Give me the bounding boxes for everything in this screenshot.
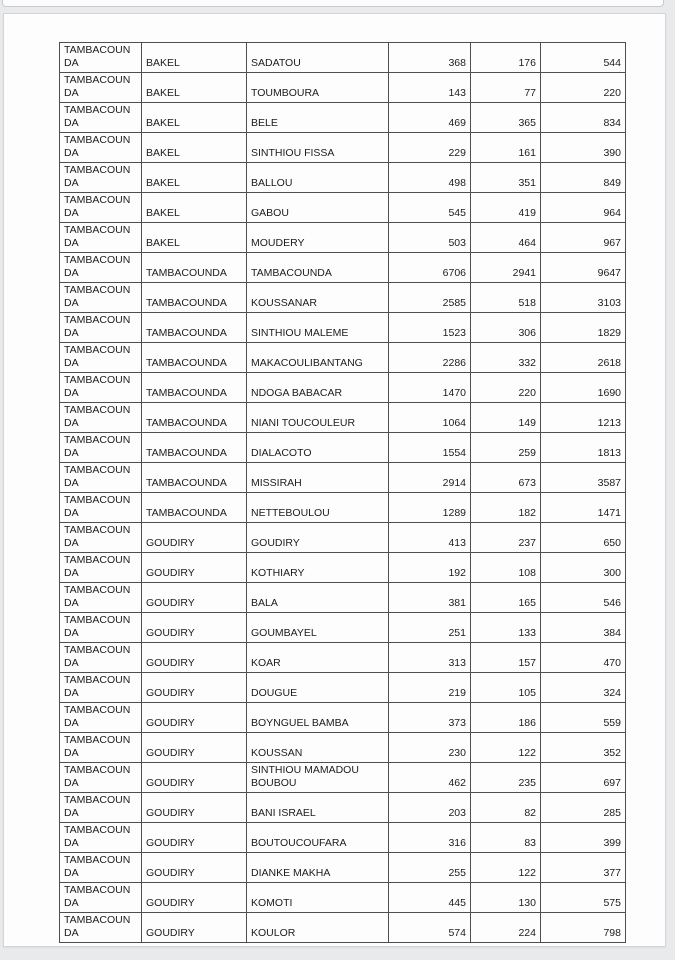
cell-department: GOUDIRY bbox=[142, 523, 247, 553]
cell-value2: 83 bbox=[471, 823, 541, 853]
table-row bbox=[60, 523, 626, 553]
cell-value1: 229 bbox=[389, 133, 471, 163]
cell-value2: 419 bbox=[471, 193, 541, 223]
cell-value1: 203 bbox=[389, 793, 471, 823]
table-row bbox=[60, 163, 626, 193]
cell-value3: 964 bbox=[541, 193, 626, 223]
cell-value3: 834 bbox=[541, 103, 626, 133]
cell-value3: 1813 bbox=[541, 433, 626, 463]
cell-department: TAMBACOUNDA bbox=[142, 433, 247, 463]
cell-region: TAMBACOUNDA bbox=[60, 373, 142, 403]
cell-region: TAMBACOUNDA bbox=[60, 463, 142, 493]
cell-value3: 544 bbox=[541, 43, 626, 73]
cell-department: GOUDIRY bbox=[142, 613, 247, 643]
cell-value1: 230 bbox=[389, 733, 471, 763]
table-row bbox=[60, 613, 626, 643]
cell-value1: 445 bbox=[389, 883, 471, 913]
cell-department: BAKEL bbox=[142, 223, 247, 253]
table-row bbox=[60, 313, 626, 343]
cell-region: TAMBACOUNDA bbox=[60, 643, 142, 673]
cell-commune: KOUSSAN bbox=[247, 733, 389, 763]
cell-value3: 3587 bbox=[541, 463, 626, 493]
cell-department: GOUDIRY bbox=[142, 793, 247, 823]
table-row bbox=[60, 673, 626, 703]
table-row bbox=[60, 643, 626, 673]
cell-value3: 2618 bbox=[541, 343, 626, 373]
cell-department: BAKEL bbox=[142, 193, 247, 223]
cell-value3: 220 bbox=[541, 73, 626, 103]
cell-value1: 413 bbox=[389, 523, 471, 553]
table-row bbox=[60, 493, 626, 523]
cell-department: BAKEL bbox=[142, 163, 247, 193]
cell-department: GOUDIRY bbox=[142, 673, 247, 703]
cell-commune: NDOGA BABACAR bbox=[247, 373, 389, 403]
table-row bbox=[60, 793, 626, 823]
cell-region: TAMBACOUNDA bbox=[60, 403, 142, 433]
cell-value2: 122 bbox=[471, 853, 541, 883]
cell-region: TAMBACOUNDA bbox=[60, 493, 142, 523]
cell-region: TAMBACOUNDA bbox=[60, 523, 142, 553]
cell-commune: DIANKE MAKHA bbox=[247, 853, 389, 883]
cell-commune: SINTHIOU FISSA bbox=[247, 133, 389, 163]
cell-value3: 1690 bbox=[541, 373, 626, 403]
cell-commune: BELE bbox=[247, 103, 389, 133]
cell-department: GOUDIRY bbox=[142, 703, 247, 733]
region-data-table bbox=[59, 42, 626, 943]
cell-value3: 575 bbox=[541, 883, 626, 913]
cell-value1: 2286 bbox=[389, 343, 471, 373]
cell-value1: 545 bbox=[389, 193, 471, 223]
cell-value2: 235 bbox=[471, 763, 541, 793]
cell-department: BAKEL bbox=[142, 103, 247, 133]
cell-region: TAMBACOUNDA bbox=[60, 313, 142, 343]
cell-region: TAMBACOUNDA bbox=[60, 163, 142, 193]
table-row bbox=[60, 373, 626, 403]
cell-department: GOUDIRY bbox=[142, 823, 247, 853]
cell-value1: 1289 bbox=[389, 493, 471, 523]
cell-value2: 176 bbox=[471, 43, 541, 73]
cell-department: GOUDIRY bbox=[142, 643, 247, 673]
cell-department: BAKEL bbox=[142, 43, 247, 73]
cell-value2: 108 bbox=[471, 553, 541, 583]
cell-region: TAMBACOUNDA bbox=[60, 763, 142, 793]
cell-value2: 259 bbox=[471, 433, 541, 463]
cell-value3: 399 bbox=[541, 823, 626, 853]
cell-commune: MAKACOULIBANTANG bbox=[247, 343, 389, 373]
cell-commune: MOUDERY bbox=[247, 223, 389, 253]
cell-commune: GOUDIRY bbox=[247, 523, 389, 553]
cell-region: TAMBACOUNDA bbox=[60, 133, 142, 163]
cell-commune: SINTHIOU MALEME bbox=[247, 313, 389, 343]
cell-value3: 798 bbox=[541, 913, 626, 943]
document-page bbox=[3, 13, 666, 947]
table-row bbox=[60, 343, 626, 373]
table-body bbox=[60, 43, 626, 943]
cell-value1: 316 bbox=[389, 823, 471, 853]
cell-value2: 82 bbox=[471, 793, 541, 823]
cell-value3: 300 bbox=[541, 553, 626, 583]
table-row bbox=[60, 403, 626, 433]
cell-value1: 469 bbox=[389, 103, 471, 133]
cell-region: TAMBACOUNDA bbox=[60, 253, 142, 283]
cell-value3: 324 bbox=[541, 673, 626, 703]
cell-commune: KOTHIARY bbox=[247, 553, 389, 583]
cell-department: GOUDIRY bbox=[142, 853, 247, 883]
cell-region: TAMBACOUNDA bbox=[60, 613, 142, 643]
cell-value1: 498 bbox=[389, 163, 471, 193]
cell-value1: 503 bbox=[389, 223, 471, 253]
table-row bbox=[60, 223, 626, 253]
table-row bbox=[60, 853, 626, 883]
cell-commune: NETTEBOULOU bbox=[247, 493, 389, 523]
table-row bbox=[60, 703, 626, 733]
cell-value1: 381 bbox=[389, 583, 471, 613]
cell-value2: 306 bbox=[471, 313, 541, 343]
table-row bbox=[60, 43, 626, 73]
cell-region: TAMBACOUNDA bbox=[60, 103, 142, 133]
cell-value2: 332 bbox=[471, 343, 541, 373]
cell-department: GOUDIRY bbox=[142, 883, 247, 913]
table-row bbox=[60, 733, 626, 763]
cell-value1: 373 bbox=[389, 703, 471, 733]
cell-region: TAMBACOUNDA bbox=[60, 853, 142, 883]
cell-region: TAMBACOUNDA bbox=[60, 223, 142, 253]
cell-department: TAMBACOUNDA bbox=[142, 343, 247, 373]
cell-region: TAMBACOUNDA bbox=[60, 283, 142, 313]
table-row bbox=[60, 73, 626, 103]
cell-value1: 313 bbox=[389, 643, 471, 673]
cell-region: TAMBACOUNDA bbox=[60, 883, 142, 913]
cell-value1: 1523 bbox=[389, 313, 471, 343]
cell-department: TAMBACOUNDA bbox=[142, 313, 247, 343]
cell-department: GOUDIRY bbox=[142, 553, 247, 583]
cell-commune: SINTHIOU MAMADOU BOUBOU bbox=[247, 763, 389, 793]
cell-commune: MISSIRAH bbox=[247, 463, 389, 493]
cell-commune: DIALACOTO bbox=[247, 433, 389, 463]
cell-value3: 546 bbox=[541, 583, 626, 613]
cell-value3: 1213 bbox=[541, 403, 626, 433]
cell-value2: 464 bbox=[471, 223, 541, 253]
cell-value1: 6706 bbox=[389, 253, 471, 283]
cell-commune: KOMOTI bbox=[247, 883, 389, 913]
table-row bbox=[60, 883, 626, 913]
cell-value2: 518 bbox=[471, 283, 541, 313]
cell-value2: 351 bbox=[471, 163, 541, 193]
cell-commune: KOULOR bbox=[247, 913, 389, 943]
cell-commune: GOUMBAYEL bbox=[247, 613, 389, 643]
cell-region: TAMBACOUNDA bbox=[60, 823, 142, 853]
cell-value1: 368 bbox=[389, 43, 471, 73]
cell-department: GOUDIRY bbox=[142, 583, 247, 613]
cell-value2: 122 bbox=[471, 733, 541, 763]
cell-value2: 182 bbox=[471, 493, 541, 523]
cell-value2: 224 bbox=[471, 913, 541, 943]
cell-value1: 574 bbox=[389, 913, 471, 943]
cell-value2: 220 bbox=[471, 373, 541, 403]
cell-region: TAMBACOUNDA bbox=[60, 433, 142, 463]
cell-commune: TAMBACOUNDA bbox=[247, 253, 389, 283]
cell-value2: 2941 bbox=[471, 253, 541, 283]
table-row bbox=[60, 763, 626, 793]
cell-commune: BALA bbox=[247, 583, 389, 613]
cell-value2: 157 bbox=[471, 643, 541, 673]
cell-value3: 384 bbox=[541, 613, 626, 643]
cell-department: BAKEL bbox=[142, 133, 247, 163]
cell-value1: 251 bbox=[389, 613, 471, 643]
table-row bbox=[60, 463, 626, 493]
cell-department: BAKEL bbox=[142, 73, 247, 103]
cell-region: TAMBACOUNDA bbox=[60, 583, 142, 613]
cell-value1: 192 bbox=[389, 553, 471, 583]
cell-value2: 365 bbox=[471, 103, 541, 133]
cell-region: TAMBACOUNDA bbox=[60, 733, 142, 763]
cell-region: TAMBACOUNDA bbox=[60, 343, 142, 373]
cell-value2: 186 bbox=[471, 703, 541, 733]
cell-department: TAMBACOUNDA bbox=[142, 463, 247, 493]
cell-department: TAMBACOUNDA bbox=[142, 373, 247, 403]
cell-department: GOUDIRY bbox=[142, 763, 247, 793]
cell-value3: 1471 bbox=[541, 493, 626, 523]
cell-commune: BOYNGUEL BAMBA bbox=[247, 703, 389, 733]
table-row bbox=[60, 133, 626, 163]
cell-value3: 9647 bbox=[541, 253, 626, 283]
table-row bbox=[60, 913, 626, 943]
cell-region: TAMBACOUNDA bbox=[60, 73, 142, 103]
cell-commune: BALLOU bbox=[247, 163, 389, 193]
cell-value2: 77 bbox=[471, 73, 541, 103]
cell-value3: 470 bbox=[541, 643, 626, 673]
cell-value2: 237 bbox=[471, 523, 541, 553]
cell-region: TAMBACOUNDA bbox=[60, 673, 142, 703]
cell-value3: 697 bbox=[541, 763, 626, 793]
cell-value3: 285 bbox=[541, 793, 626, 823]
table-row bbox=[60, 433, 626, 463]
table-row bbox=[60, 253, 626, 283]
cell-commune: SADATOU bbox=[247, 43, 389, 73]
cell-department: TAMBACOUNDA bbox=[142, 253, 247, 283]
cell-value3: 3103 bbox=[541, 283, 626, 313]
cell-department: TAMBACOUNDA bbox=[142, 493, 247, 523]
cell-commune: NIANI TOUCOULEUR bbox=[247, 403, 389, 433]
cell-value1: 255 bbox=[389, 853, 471, 883]
cell-value2: 165 bbox=[471, 583, 541, 613]
cell-value2: 133 bbox=[471, 613, 541, 643]
cell-commune: TOUMBOURA bbox=[247, 73, 389, 103]
cell-value2: 673 bbox=[471, 463, 541, 493]
cell-value2: 105 bbox=[471, 673, 541, 703]
cell-commune: BOUTOUCOUFARA bbox=[247, 823, 389, 853]
table-row bbox=[60, 193, 626, 223]
cell-region: TAMBACOUNDA bbox=[60, 193, 142, 223]
cell-commune: BANI ISRAEL bbox=[247, 793, 389, 823]
cell-value2: 161 bbox=[471, 133, 541, 163]
cell-value1: 219 bbox=[389, 673, 471, 703]
cell-department: TAMBACOUNDA bbox=[142, 403, 247, 433]
cell-value1: 2914 bbox=[389, 463, 471, 493]
cell-value1: 1554 bbox=[389, 433, 471, 463]
cell-value1: 462 bbox=[389, 763, 471, 793]
table-row bbox=[60, 283, 626, 313]
cell-value3: 650 bbox=[541, 523, 626, 553]
cell-value3: 849 bbox=[541, 163, 626, 193]
table-row bbox=[60, 823, 626, 853]
cell-value3: 967 bbox=[541, 223, 626, 253]
cell-department: GOUDIRY bbox=[142, 913, 247, 943]
cell-commune: KOAR bbox=[247, 643, 389, 673]
cell-region: TAMBACOUNDA bbox=[60, 703, 142, 733]
cell-value2: 130 bbox=[471, 883, 541, 913]
previous-page-bottom-edge bbox=[2, 0, 664, 7]
cell-value2: 149 bbox=[471, 403, 541, 433]
table-row bbox=[60, 553, 626, 583]
cell-value3: 390 bbox=[541, 133, 626, 163]
table-row bbox=[60, 103, 626, 133]
cell-value3: 559 bbox=[541, 703, 626, 733]
cell-value1: 143 bbox=[389, 73, 471, 103]
cell-value1: 1470 bbox=[389, 373, 471, 403]
cell-value3: 352 bbox=[541, 733, 626, 763]
cell-department: GOUDIRY bbox=[142, 733, 247, 763]
cell-region: TAMBACOUNDA bbox=[60, 913, 142, 943]
cell-commune: DOUGUE bbox=[247, 673, 389, 703]
cell-region: TAMBACOUNDA bbox=[60, 793, 142, 823]
cell-value1: 2585 bbox=[389, 283, 471, 313]
cell-department: TAMBACOUNDA bbox=[142, 283, 247, 313]
table-row bbox=[60, 583, 626, 613]
cell-value1: 1064 bbox=[389, 403, 471, 433]
cell-commune: KOUSSANAR bbox=[247, 283, 389, 313]
cell-region: TAMBACOUNDA bbox=[60, 553, 142, 583]
cell-value3: 1829 bbox=[541, 313, 626, 343]
cell-value3: 377 bbox=[541, 853, 626, 883]
cell-commune: GABOU bbox=[247, 193, 389, 223]
cell-region: TAMBACOUNDA bbox=[60, 43, 142, 73]
